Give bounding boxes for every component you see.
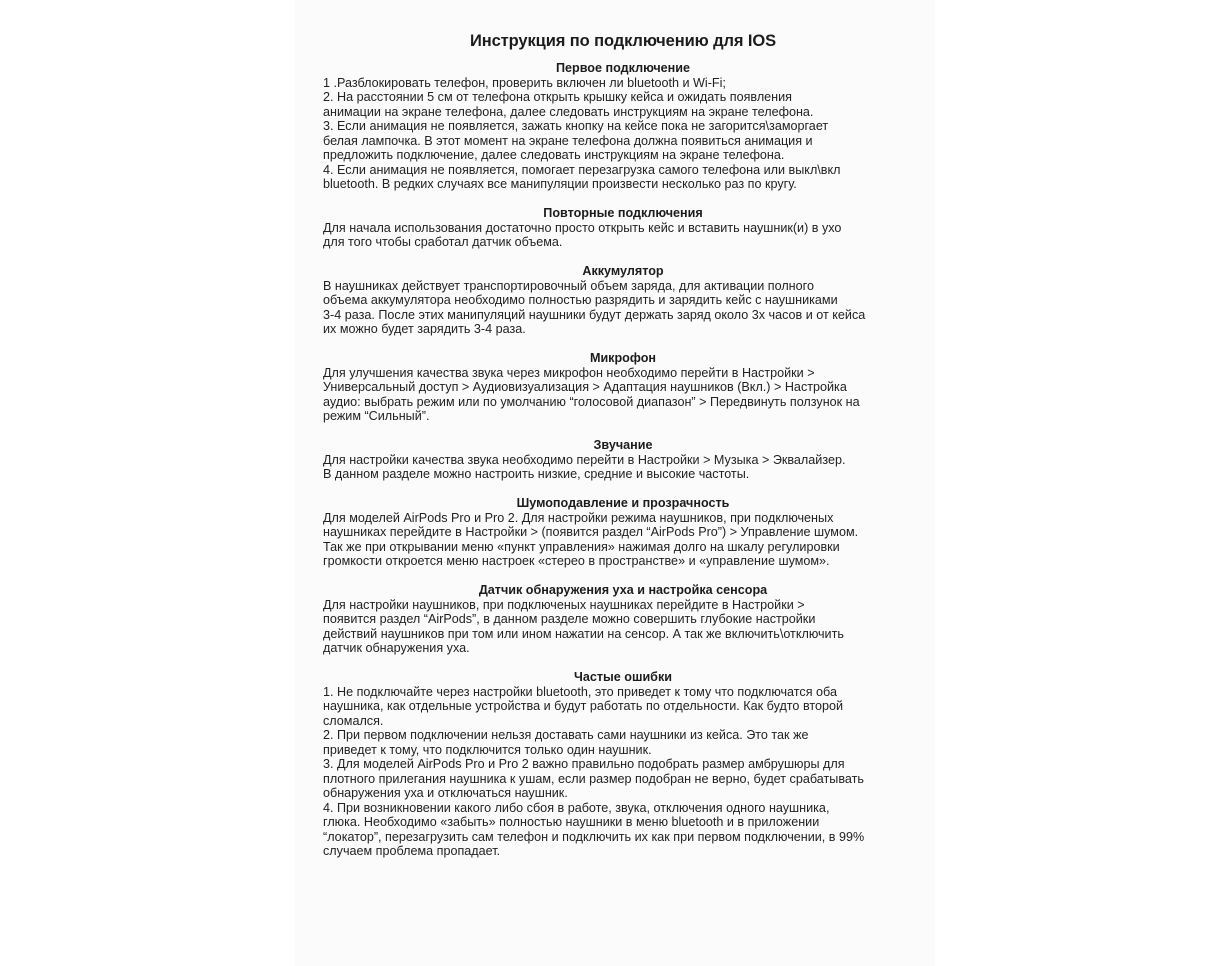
section-text: В наушниках действует транспортировочный объем заряда, для активации полного объема аккумулятора необходимо полностью разрядить и зарядить кейс с наушниками 3-4 раза. После этих манипуляций наушники будут держать заряд около 3х часов и от кейса их можно будет зарядить 3-4 раза.	[323, 278, 866, 336]
section-text: Для настройки качества звука необходимо перейти в Настройки > Музыка > Эквалайзер. В данном разделе можно настроить низкие, средние и высокие частоты.	[323, 452, 846, 481]
section-text: Для начала использования достаточно просто открыть кейс и вставить наушник(и) в ухо для того чтобы сработал датчик объема.	[323, 220, 842, 249]
section-ear-detection	[323, 583, 923, 656]
document-title: Инструкция по подключению для IOS	[469, 32, 777, 50]
section-battery	[323, 264, 923, 337]
section-noise-cancelling	[323, 496, 923, 569]
document-content	[323, 31, 923, 859]
section-text: Для улучшения качества звука через микрофон необходимо перейти в Настройки > Универсальный доступ > Аудиовизуализация > Адаптация наушников (Вкл.) > Настройка аудио: выбрать режим или по умолчанию “голосовой диапазон” > Передвинуть ползунок на режим “Сильный”.	[323, 365, 860, 423]
section-heading: Аккумулятор	[582, 264, 664, 278]
section-heading: Шумоподавление и прозрачность	[516, 496, 730, 510]
section-heading: Датчик обнаружения уха и настройка сенсора	[478, 583, 768, 597]
section-text: 1 .Разблокировать телефон, проверить включен ли bluetooth и Wi-Fi; 2. На расстоянии 5 см от телефона открыть крышку кейса и ожидать появления анимации на экране телефона, далее следовать инструкциям на экране телефона. 3. Если анимация не появляется, зажать кнопку на кейсе пока не загорится\заморгает белая лампочка. В этот момент на экране телефона должна появиться анимация и предложить подключение, далее следовать инструкциям на экране телефона. 4. Если анимация не появляется, помогает перезагрузка самого телефона или выкл\вкл bluetooth. В редких случаях все манипуляции произвести несколько раз по кругу.	[323, 75, 841, 191]
section-text: 1. Не подключайте через настройки bluetooth, это приведет к тому что подключатся оба наушника, как отдельные устройства и будут работать по отдельности. Как будто второй сломался. 2. При первом подключении нельзя доставать сами наушники из кейса. Это так же приведет к тому, что подключится только один наушник. 3. Для моделей AirPods Pro и Pro 2 важно правильно подобрать размер амбрушюры для плотного прилегания наушника к ушам, если размер подобран не верно, будет срабатывать обнаружения уха и отключаться наушник. 4. При возникновении какого либо сбоя в работе, звука, отключения одного наушника, глюка. Необходимо «забыть» полностью наушники в меню bluetooth и в приложении “локатор”, перезагрузить сам телефон и подключить их как при первом подключении, в 99% случаем проблема пропадает.	[323, 684, 865, 858]
section-heading: Частые ошибки	[573, 670, 673, 684]
section-common-errors	[323, 670, 923, 859]
section-heading: Повторные подключения	[543, 206, 703, 220]
section-sound	[323, 438, 923, 482]
section-text: Для моделей AirPods Pro и Pro 2. Для настройки режима наушников, при подключеных наушниках перейдите в Настройки > (появится раздел “AirPods Pro”) > Управление шумом. Так же при открывании меню «пункт управления» нажимая долго на шкалу регулировки громкости откроется меню настроек «стерео в пространстве» и «управление шумом».	[323, 510, 859, 568]
section-first-connection	[323, 61, 923, 192]
section-heading: Микрофон	[589, 351, 657, 365]
section-heading: Первое подключение	[555, 61, 691, 75]
section-heading: Звучание	[593, 438, 653, 452]
section-microphone	[323, 351, 923, 424]
section-repeat-connections	[323, 206, 923, 250]
section-text: Для настройки наушников, при подключеных наушниках перейдите в Настройки > появится раздел “AirPods”, в данном разделе можно совершить глубокие настройки действий наушников при том или ином нажатии на сенсор. А так же включить\отключить датчик обнаружения уха.	[323, 597, 844, 655]
